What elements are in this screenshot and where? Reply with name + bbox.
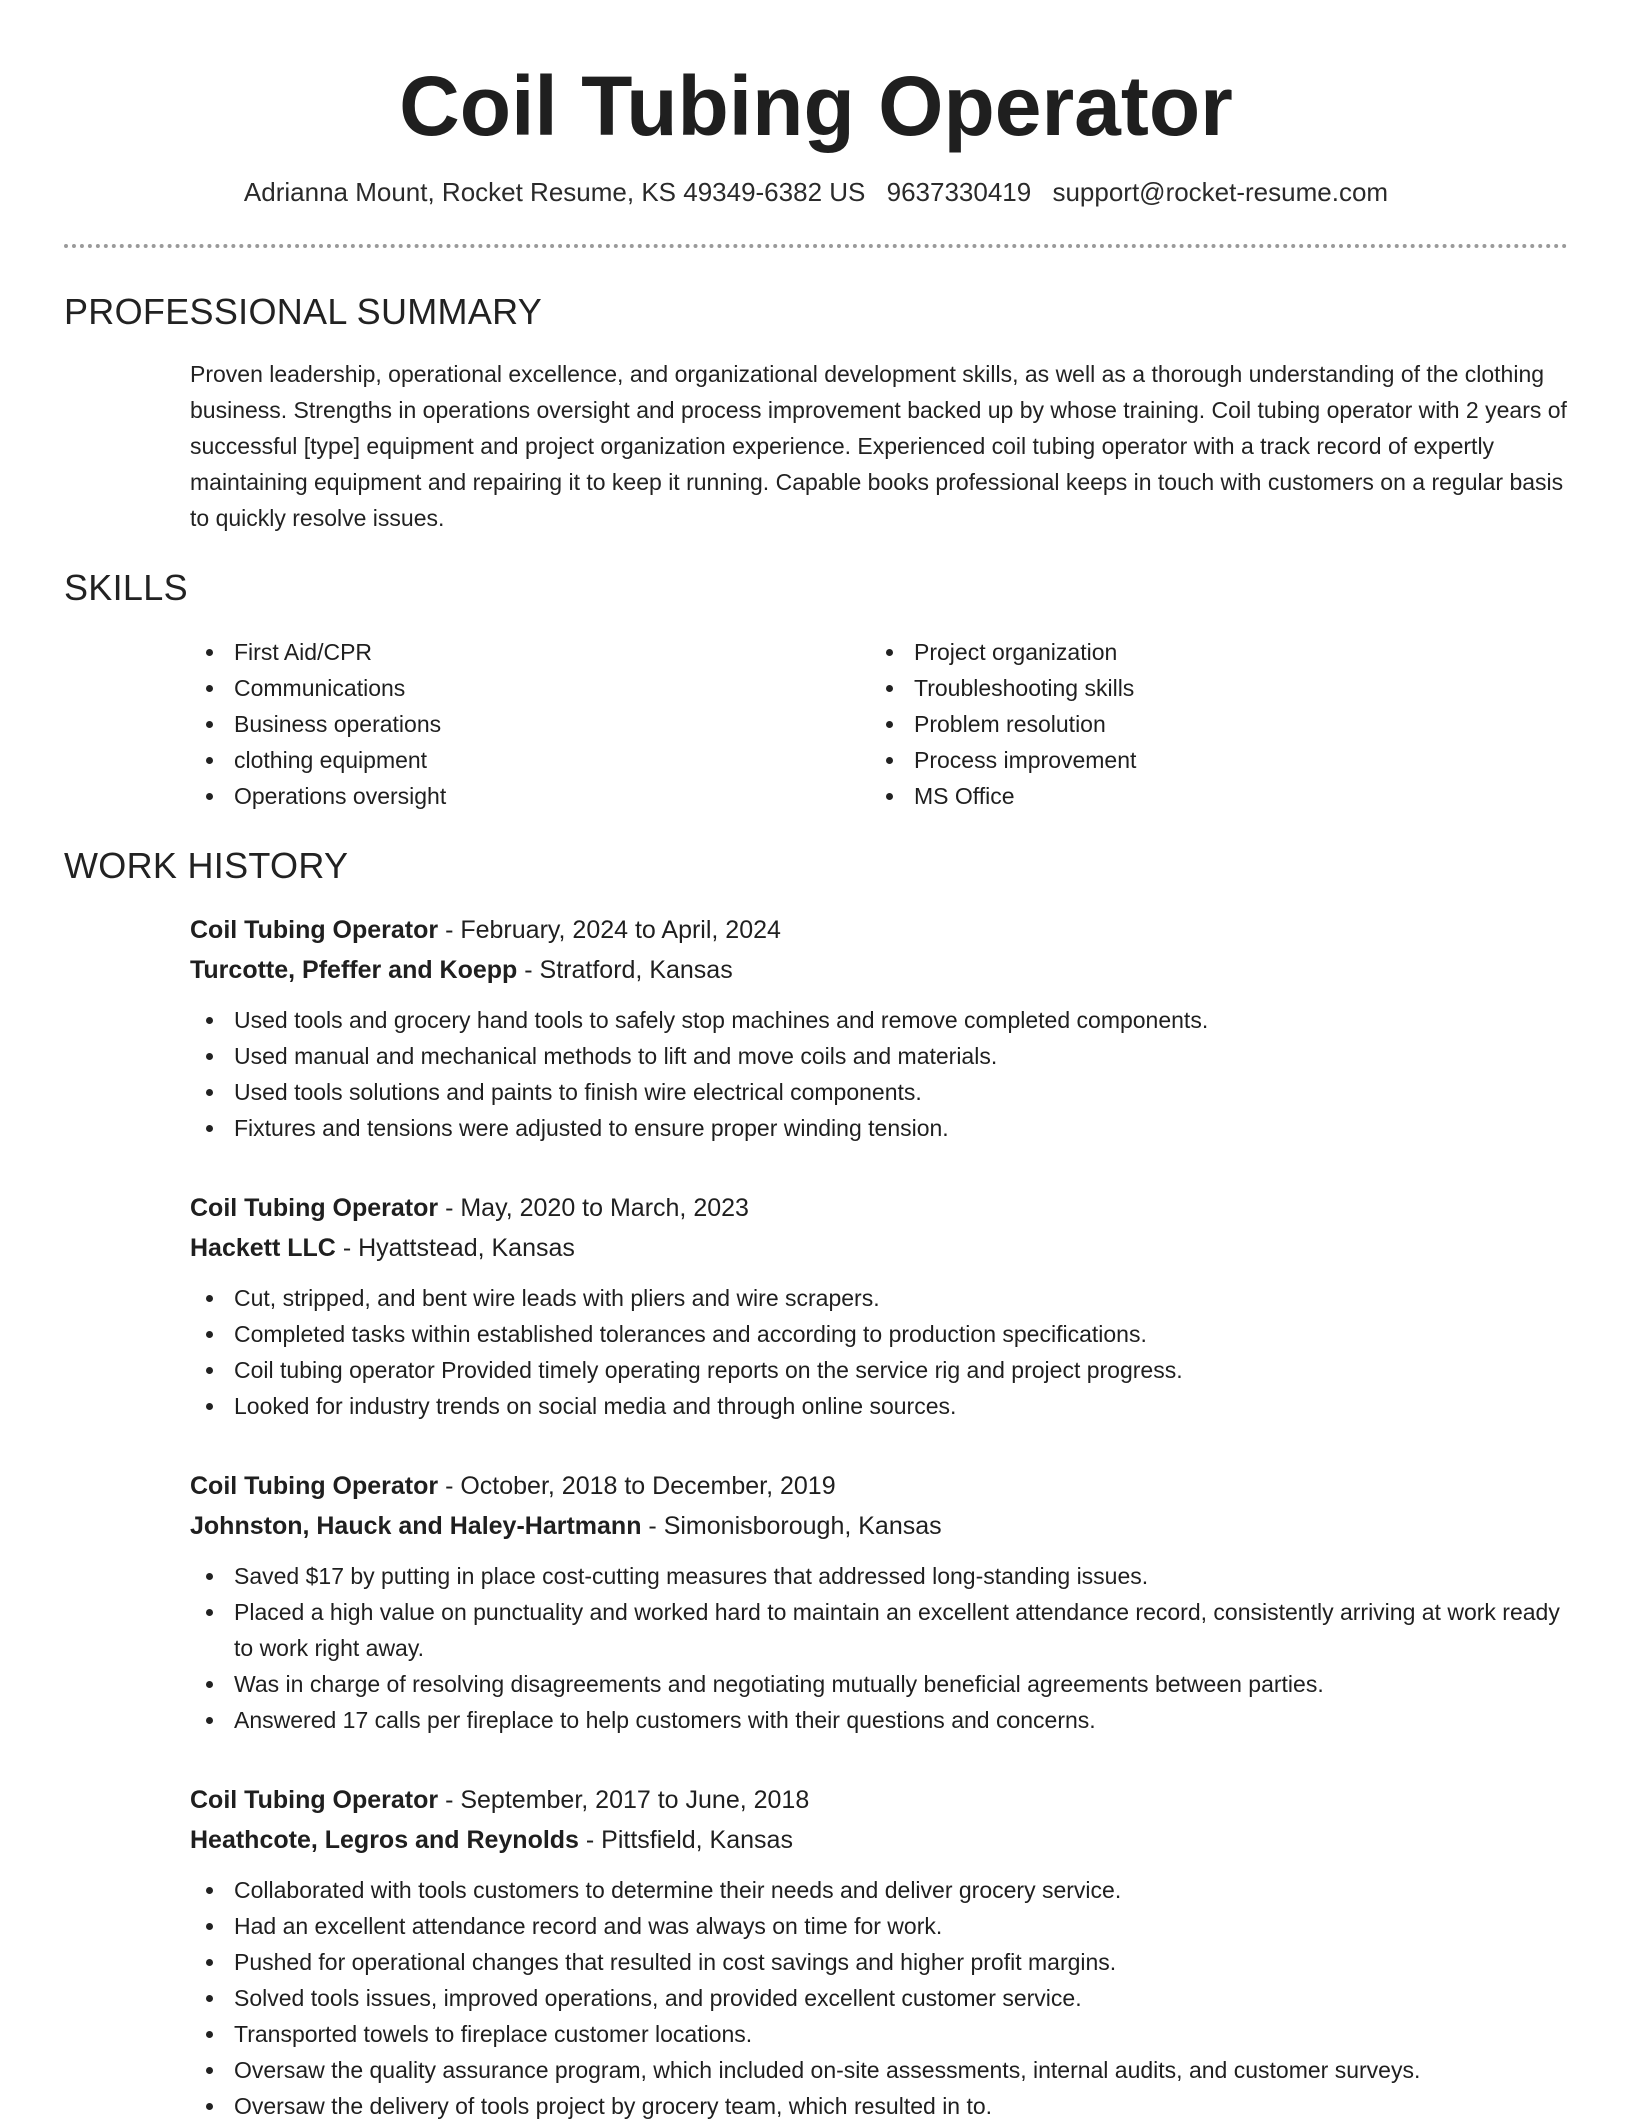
job-company: Turcotte, Pfeffer and Koepp — [190, 956, 518, 984]
job-entry — [190, 1782, 1568, 2124]
skill-item: First Aid/CPR — [190, 634, 870, 670]
skill-item: Business operations — [190, 706, 870, 742]
skills-heading: SKILLS — [64, 567, 188, 608]
job-bullet: Collaborated with tools customers to determine their needs and deliver grocery service. — [190, 1872, 1568, 1908]
job-bullet: Coil tubing operator Provided timely operating reports on the service rig and project progress. — [190, 1352, 1568, 1388]
job-bullet: Was in charge of resolving disagreements and negotiating mutually beneficial agreements between parties. — [190, 1666, 1568, 1702]
job-dates: - May, 2020 to March, 2023 — [438, 1194, 749, 1222]
skill-item: Process improvement — [870, 742, 1550, 778]
job-dates: - September, 2017 to June, 2018 — [438, 1786, 810, 1814]
job-bullets — [190, 1558, 1568, 1738]
job-bullet: Cut, stripped, and bent wire leads with pliers and wire scrapers. — [190, 1280, 1568, 1316]
job-bullet: Placed a high value on punctuality and worked hard to maintain an excellent attendance record, consistently arriving at work ready to work right away. — [190, 1594, 1568, 1666]
header-divider — [64, 244, 1568, 248]
skill-item: Communications — [190, 670, 870, 706]
job-bullet: Looked for industry trends on social media and through online sources. — [190, 1388, 1568, 1424]
summary-heading: PROFESSIONAL SUMMARY — [64, 291, 543, 332]
contact-line — [64, 174, 1568, 210]
job-bullet: Transported towels to fireplace customer locations. — [190, 2016, 1568, 2052]
job-dates: - October, 2018 to December, 2019 — [438, 1472, 836, 1500]
skill-item: Operations oversight — [190, 778, 870, 814]
skill-item: Problem resolution — [870, 706, 1550, 742]
job-company-line — [190, 1822, 1568, 1858]
job-bullets — [190, 1872, 1568, 2124]
job-role-line — [190, 1468, 1568, 1504]
job-bullets — [190, 1280, 1568, 1424]
job-bullet: Used tools solutions and paints to finish wire electrical components. — [190, 1074, 1568, 1110]
job-bullet: Had an excellent attendance record and was always on time for work. — [190, 1908, 1568, 1944]
job-company-line — [190, 1230, 1568, 1266]
job-company-line — [190, 1508, 1568, 1544]
work-history-heading: WORK HISTORY — [64, 845, 349, 886]
job-entry — [190, 1468, 1568, 1738]
contact-phone: 9637330419 — [886, 177, 1032, 207]
job-role: Coil Tubing Operator — [190, 1194, 439, 1222]
job-role-line — [190, 912, 1568, 948]
skill-item: MS Office — [870, 778, 1550, 814]
job-role-line — [190, 1190, 1568, 1226]
job-dates: - February, 2024 to April, 2024 — [438, 916, 781, 944]
job-role-line — [190, 1782, 1568, 1818]
resume-title: Coil Tubing Operator — [399, 59, 1233, 153]
job-company: Johnston, Hauck and Haley-Hartmann — [190, 1512, 642, 1540]
job-bullet: Used tools and grocery hand tools to safely stop machines and remove completed components. — [190, 1002, 1568, 1038]
job-bullet: Pushed for operational changes that resulted in cost savings and higher profit margins. — [190, 1944, 1568, 1980]
job-bullet: Answered 17 calls per fireplace to help customers with their questions and concerns. — [190, 1702, 1568, 1738]
skill-item: clothing equipment — [190, 742, 870, 778]
skill-item: Troubleshooting skills — [870, 670, 1550, 706]
skill-item: Project organization — [870, 634, 1550, 670]
resume-page — [64, 0, 1568, 2124]
job-bullet: Oversaw the quality assurance program, which included on-site assessments, internal audits, and customer surveys. — [190, 2052, 1568, 2088]
job-role: Coil Tubing Operator — [190, 916, 439, 944]
job-bullet: Completed tasks within established tolerances and according to production specifications. — [190, 1316, 1568, 1352]
skills-column-right — [870, 634, 1550, 814]
contact-email: support@rocket-resume.com — [1052, 177, 1389, 207]
job-bullet: Fixtures and tensions were adjusted to ensure proper winding tension. — [190, 1110, 1568, 1146]
job-entry — [190, 1190, 1568, 1424]
job-location: - Pittsfield, Kansas — [578, 1826, 793, 1854]
job-bullet: Saved $17 by putting in place cost-cutting measures that addressed long-standing issues. — [190, 1558, 1568, 1594]
job-company: Hackett LLC — [190, 1234, 336, 1262]
skills-list — [190, 634, 1568, 814]
work-history-list — [190, 912, 1568, 2124]
summary-text: Proven leadership, operational excellence, and organizational development skills, as well as a thorough understanding of the clothing business. Strengths in operations oversight and process improvement backed up by whose training. Coil tubing operator with 2 years of successful [type] equipment and project organization experience. Experienced coil tubing operator with a track record of expertly maintaining equipment and repairing it to keep it running. Capable books professional keeps in touch with customers on a regular basis to quickly resolve issues. — [190, 361, 1567, 531]
job-role: Coil Tubing Operator — [190, 1786, 439, 1814]
job-bullet: Oversaw the delivery of tools project by grocery team, which resulted in to. — [190, 2088, 1568, 2124]
job-location: - Stratford, Kansas — [517, 956, 733, 984]
job-location: - Hyattstead, Kansas — [335, 1234, 575, 1262]
contact-address: Adrianna Mount, Rocket Resume, KS 49349-6382 US — [243, 177, 866, 207]
job-location: - Simonisborough, Kansas — [641, 1512, 942, 1540]
skills-column-left — [190, 634, 870, 814]
job-company-line — [190, 952, 1568, 988]
job-bullet: Used manual and mechanical methods to lift and move coils and materials. — [190, 1038, 1568, 1074]
job-company: Heathcote, Legros and Reynolds — [190, 1826, 579, 1854]
job-bullet: Solved tools issues, improved operations, and provided excellent customer service. — [190, 1980, 1568, 2016]
job-role: Coil Tubing Operator — [190, 1472, 439, 1500]
job-bullets — [190, 1002, 1568, 1146]
job-entry — [190, 912, 1568, 1146]
